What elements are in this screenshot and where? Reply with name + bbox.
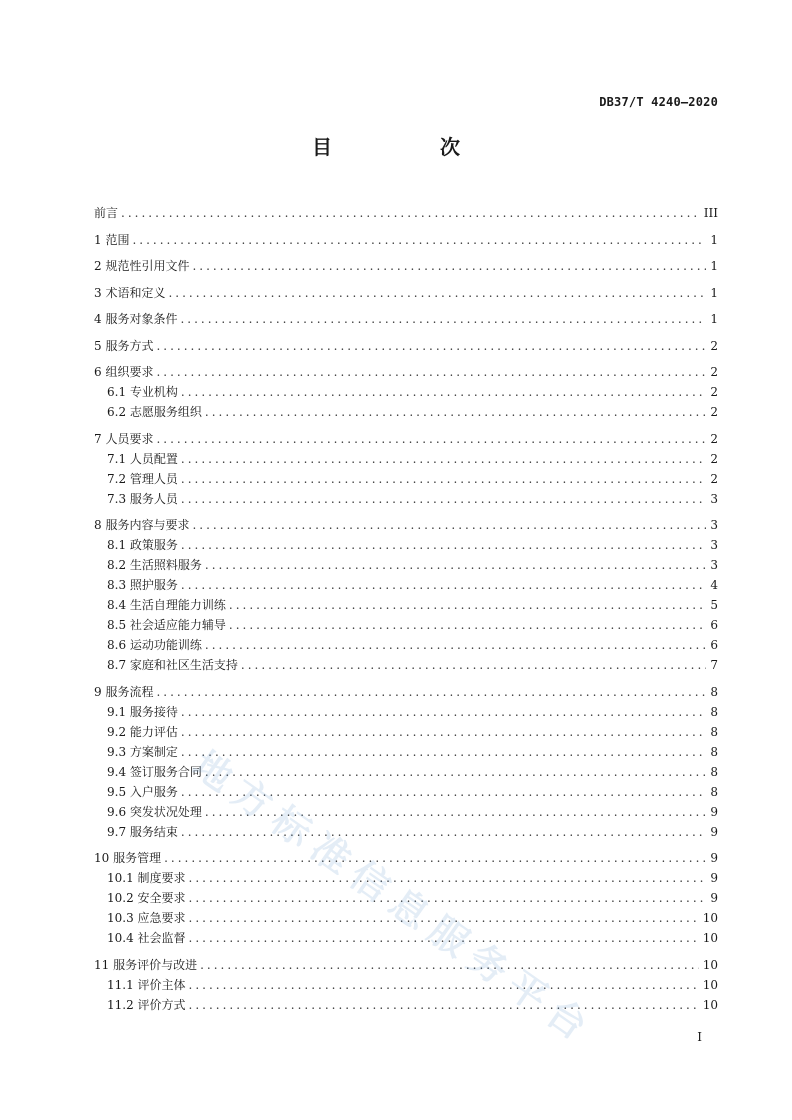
toc-entry-page: 2: [710, 451, 718, 466]
toc-dot-leader: [181, 535, 706, 555]
toc-dot-leader: [189, 868, 707, 888]
toc-entry-title: 8 服务内容与要求: [94, 518, 190, 532]
toc-entry-title: 9.7 服务结束: [107, 824, 178, 839]
toc-entry[interactable]: [94, 429, 718, 449]
toc-entry-page: 8: [710, 784, 718, 799]
toc-entry-page: 2: [710, 385, 718, 399]
toc-entry-sub[interactable]: [94, 595, 718, 615]
toc-entry-page: 9: [710, 891, 718, 905]
toc-entry-page: 1: [710, 285, 718, 300]
toc-entry-title: 8.3 照护服务: [107, 578, 178, 592]
toc-dot-leader: [156, 429, 706, 449]
toc-dot-leader: [181, 382, 706, 402]
toc-dot-leader: [181, 575, 706, 595]
toc-entry[interactable]: [94, 230, 718, 250]
toc-entry-page: 8: [710, 764, 718, 779]
toc-entry-title: 10.4 社会监督: [107, 931, 186, 945]
toc-dot-leader: [132, 230, 706, 250]
toc-dot-leader: [229, 615, 706, 635]
document-code: DB37/T 4240—2020: [599, 95, 718, 109]
toc-entry[interactable]: [94, 848, 718, 868]
toc-dot-leader: [189, 928, 699, 948]
toc-entry-page: III: [703, 206, 718, 220]
toc-entry-sub[interactable]: [94, 555, 718, 575]
toc-entry-title: 9.2 能力评估: [107, 724, 178, 739]
toc-dot-leader: [181, 822, 706, 842]
toc-entry-title: 11 服务评价与改进: [94, 957, 198, 972]
toc-entry-title: 2 规范性引用文件: [94, 259, 190, 273]
toc-entry-sub[interactable]: [94, 888, 718, 908]
table-of-contents: [94, 203, 718, 1015]
toc-dot-leader: [229, 595, 706, 615]
toc-dot-leader: [180, 309, 706, 329]
toc-entry-title: 7.1 人员配置: [107, 451, 178, 466]
toc-dot-leader: [181, 489, 706, 509]
toc-entry[interactable]: [94, 336, 718, 356]
page-number: I: [697, 1030, 702, 1044]
toc-entry-page: 10: [702, 931, 718, 945]
toc-entry-page: 2: [710, 471, 718, 486]
toc-dot-leader: [156, 336, 706, 356]
toc-entry[interactable]: [94, 283, 718, 303]
toc-entry-sub[interactable]: [94, 975, 718, 995]
toc-entry-page: 2: [710, 365, 718, 379]
toc-entry-sub[interactable]: [94, 655, 718, 675]
toc-entry-title: 8.7 家庭和社区生活支持: [107, 658, 238, 672]
toc-entry-title: 5 服务方式: [94, 338, 154, 353]
toc-entry-title: 8.4 生活自理能力训练: [107, 598, 226, 612]
toc-entry-page: 6: [710, 618, 718, 632]
toc-entry-page: 7: [710, 658, 718, 672]
toc-entry-sub[interactable]: [94, 868, 718, 888]
toc-dot-leader: [189, 995, 699, 1015]
toc-entry-title: 7 人员要求: [94, 431, 154, 446]
toc-entry-page: 2: [710, 431, 718, 446]
toc-entry-title: 7.3 服务人员: [107, 491, 178, 506]
toc-dot-leader: [241, 655, 706, 675]
toc-entry[interactable]: [94, 955, 718, 975]
toc-entry-page: 8: [710, 684, 718, 699]
toc-entry-title: 3 术语和定义: [94, 285, 166, 300]
toc-dot-leader: [156, 362, 706, 382]
toc-entry-title: 9 服务流程: [94, 684, 154, 699]
toc-entry-sub[interactable]: [94, 469, 718, 489]
toc-dot-leader: [181, 702, 706, 722]
toc-entry-title: 11.2 评价方式: [107, 997, 186, 1012]
toc-entry-page: 8: [710, 704, 718, 719]
toc-entry-page: 3: [710, 491, 718, 506]
toc-entry-title: 8.6 运动功能训练: [107, 638, 202, 652]
toc-entry-sub[interactable]: [94, 995, 718, 1015]
toc-entry[interactable]: [94, 203, 718, 223]
toc-dot-leader: [181, 742, 706, 762]
toc-dot-leader: [205, 802, 706, 822]
page-title: 目 次: [312, 135, 504, 159]
toc-dot-leader: [181, 782, 706, 802]
toc-entry-sub[interactable]: [94, 802, 718, 822]
toc-entry-page: 1: [710, 312, 718, 326]
toc-entry-page: 9: [710, 804, 718, 819]
toc-entry-title: 9.4 签订服务合同: [107, 764, 202, 779]
toc-dot-leader: [181, 449, 706, 469]
toc-entry-sub[interactable]: [94, 635, 718, 655]
toc-entry[interactable]: [94, 682, 718, 702]
toc-entry-title: 9.5 入户服务: [107, 784, 178, 799]
toc-entry-page: 3: [710, 538, 718, 552]
toc-entry-page: 2: [710, 405, 718, 419]
toc-entry-page: 10: [702, 977, 718, 992]
toc-dot-leader: [189, 908, 699, 928]
toc-dot-leader: [121, 203, 700, 223]
toc-entry-title: 10.2 安全要求: [107, 891, 186, 905]
toc-entry-title: 前言: [94, 206, 119, 220]
toc-entry[interactable]: [94, 362, 718, 382]
toc-entry-title: 8.2 生活照料服务: [107, 558, 202, 572]
toc-entry-sub[interactable]: [94, 402, 718, 422]
toc-entry-page: 1: [710, 259, 718, 273]
toc-entry-sub[interactable]: [94, 382, 718, 402]
toc-dot-leader: [189, 975, 699, 995]
toc-entry-sub[interactable]: [94, 908, 718, 928]
toc-entry-title: 9.3 方案制定: [107, 744, 178, 759]
toc-entry-page: 4: [710, 578, 718, 592]
toc-entry-title: 7.2 管理人员: [107, 471, 178, 486]
toc-entry-sub[interactable]: [94, 615, 718, 635]
toc-dot-leader: [156, 682, 706, 702]
toc-dot-leader: [205, 762, 706, 782]
toc-dot-leader: [205, 635, 706, 655]
toc-entry-title: 6.1 专业机构: [107, 385, 178, 399]
toc-entry-page: 3: [710, 518, 718, 532]
toc-entry-page: 5: [710, 598, 718, 612]
toc-entry-page: 10: [702, 957, 718, 972]
toc-entry-page: 10: [702, 911, 718, 925]
toc-entry-title: 11.1 评价主体: [107, 977, 186, 992]
toc-entry-title: 4 服务对象条件: [94, 312, 178, 326]
watermark: 地方标准信息服务平台: [184, 742, 604, 1054]
toc-entry[interactable]: [94, 256, 718, 276]
toc-entry-title: 10 服务管理: [94, 851, 162, 865]
toc-entry-sub[interactable]: [94, 489, 718, 509]
toc-dot-leader: [164, 848, 706, 868]
toc-entry-page: 9: [710, 851, 718, 865]
toc-dot-leader: [205, 402, 706, 422]
toc-entry-title: 1 范围: [94, 232, 130, 247]
toc-entry-sub[interactable]: [94, 822, 718, 842]
toc-entry-title: 6.2 志愿服务组织: [107, 405, 202, 419]
toc-entry-page: 8: [710, 724, 718, 739]
toc-entry-page: 10: [702, 997, 718, 1012]
toc-entry-title: 8.5 社会适应能力辅导: [107, 618, 226, 632]
toc-entry-page: 3: [710, 558, 718, 572]
toc-entry[interactable]: [94, 515, 718, 535]
toc-entry-sub[interactable]: [94, 928, 718, 948]
toc-entry-page: 9: [710, 824, 718, 839]
toc-entry-page: 8: [710, 744, 718, 759]
toc-dot-leader: [192, 256, 706, 276]
toc-entry-page: 6: [710, 638, 718, 652]
toc-dot-leader: [181, 469, 706, 489]
toc-entry-page: 9: [710, 871, 718, 885]
toc-entry-sub[interactable]: [94, 762, 718, 782]
toc-entry-title: 10.3 应急要求: [107, 911, 186, 925]
toc-dot-leader: [189, 888, 707, 908]
toc-entry-title: 9.6 突发状况处理: [107, 804, 202, 819]
toc-entry-sub[interactable]: [94, 535, 718, 555]
toc-entry-title: 9.1 服务接待: [107, 704, 178, 719]
toc-entry-sub[interactable]: [94, 702, 718, 722]
toc-entry-sub[interactable]: [94, 449, 718, 469]
toc-entry-sub[interactable]: [94, 575, 718, 595]
toc-dot-leader: [168, 283, 706, 303]
toc-entry-sub[interactable]: [94, 722, 718, 742]
toc-dot-leader: [192, 515, 706, 535]
toc-entry-title: 6 组织要求: [94, 365, 154, 379]
toc-entry-page: 2: [710, 338, 718, 353]
toc-entry-sub[interactable]: [94, 742, 718, 762]
toc-dot-leader: [200, 955, 699, 975]
toc-entry-title: 10.1 制度要求: [107, 871, 186, 885]
toc-dot-leader: [181, 722, 706, 742]
toc-dot-leader: [205, 555, 706, 575]
toc-entry-sub[interactable]: [94, 782, 718, 802]
toc-entry-page: 1: [710, 232, 718, 247]
toc-entry[interactable]: [94, 309, 718, 329]
toc-entry-title: 8.1 政策服务: [107, 538, 178, 552]
